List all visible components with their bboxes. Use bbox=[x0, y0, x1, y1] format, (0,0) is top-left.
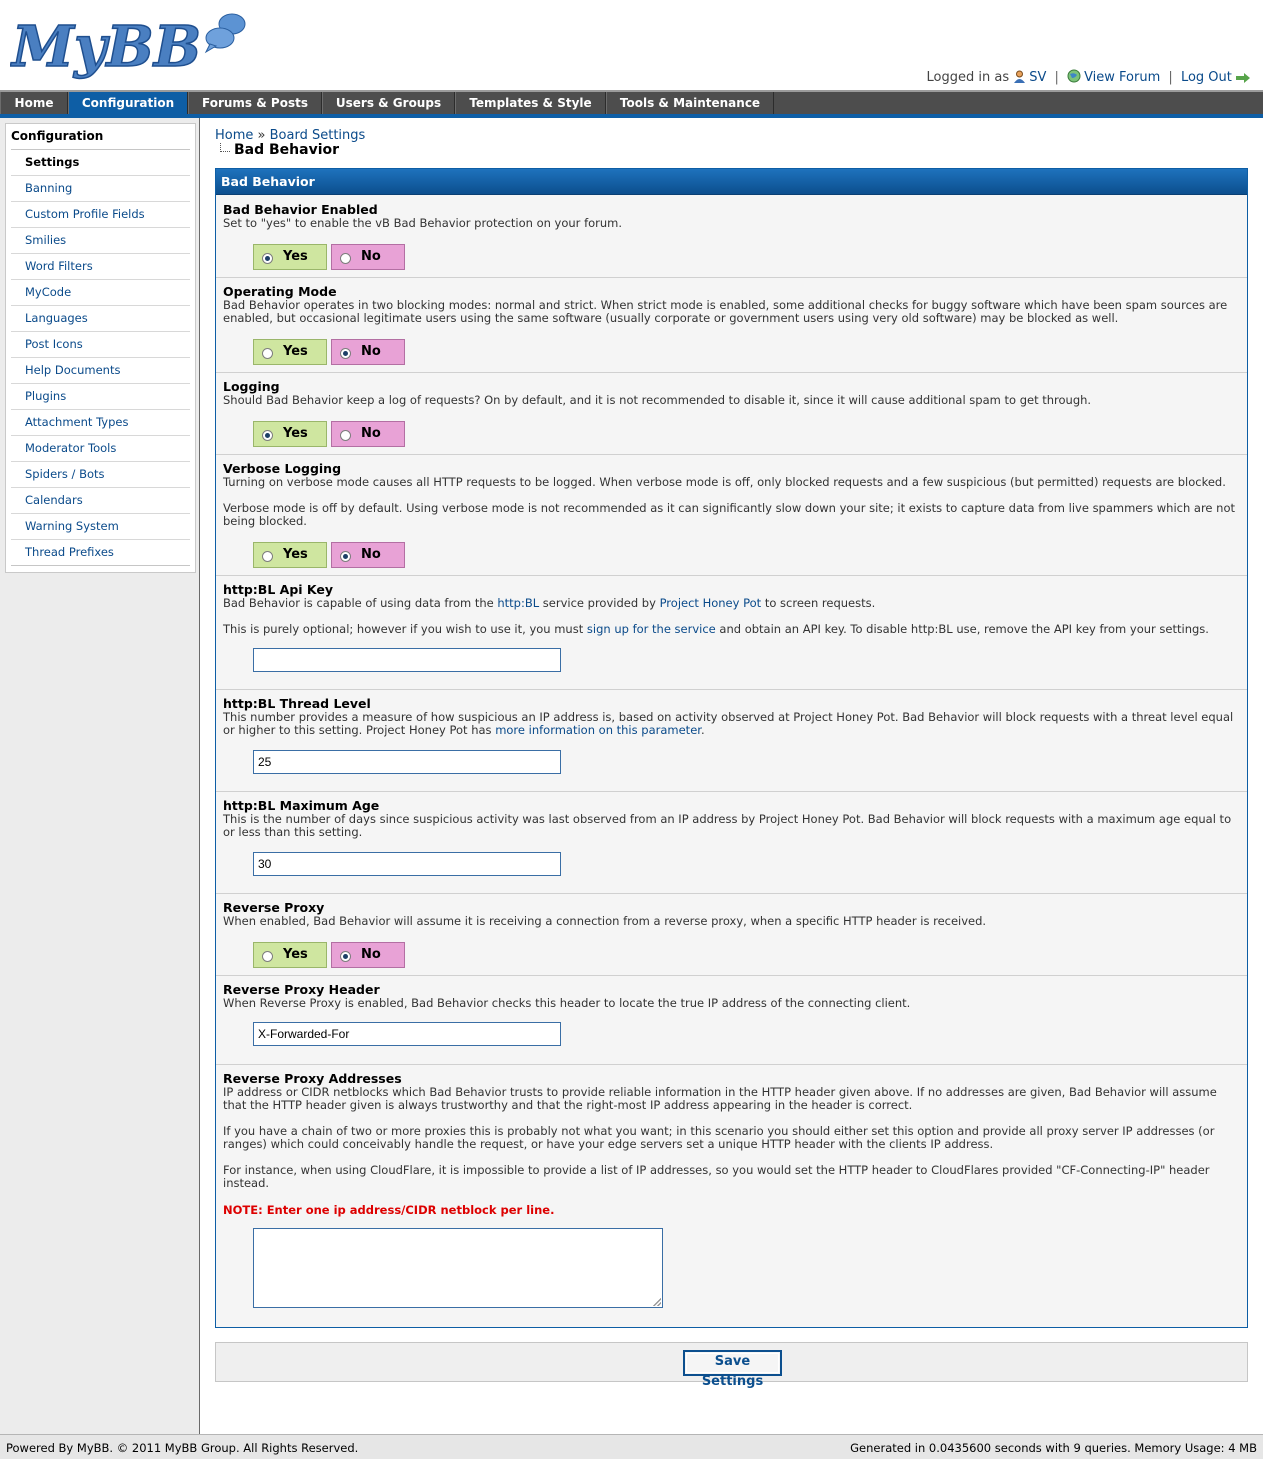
sidebar-item-post-icons[interactable]: Post Icons bbox=[11, 332, 190, 358]
radio-yes[interactable] bbox=[262, 551, 273, 562]
setting-title: http:BL Maximum Age bbox=[223, 798, 380, 813]
project-honey-pot-link[interactable]: Project Honey Pot bbox=[659, 596, 762, 610]
resize-grip-icon[interactable] bbox=[653, 1298, 661, 1306]
sidebar-item-banning[interactable]: Banning bbox=[11, 176, 190, 202]
radio-yes-selected[interactable] bbox=[262, 253, 273, 264]
setting-reverse-proxy-header bbox=[216, 976, 1247, 1065]
setting-description-2: Verbose mode is off by default. Using verbose mode is not recommended as it can significantly slow down your site; it exists to capture data from live spammers which are not being blocked. bbox=[223, 501, 1235, 528]
setting-reverse-proxy bbox=[216, 894, 1247, 976]
proxy-header-input[interactable]: X-Forwarded-For bbox=[253, 1022, 561, 1046]
setting-title: Reverse Proxy bbox=[223, 900, 325, 915]
no-option[interactable]: No bbox=[331, 542, 405, 568]
yes-option[interactable]: Yes bbox=[253, 244, 327, 270]
globe-icon bbox=[1067, 69, 1081, 87]
sidebar-item-settings[interactable]: Settings bbox=[11, 150, 190, 176]
setting-description: This number provides a measure of how suspicious an IP address is, based on activity observed at Project Honey Pot. Bad Behavior will block requests with a threat level equal or higher to this setting. Project Honey Pot has more information on this parameter. bbox=[223, 710, 1234, 737]
user-icon bbox=[1013, 70, 1026, 87]
setting-description: When enabled, Bad Behavior will assume it is receiving a connection from a reverse proxy, when a specific HTTP header is received. bbox=[223, 914, 987, 928]
yes-option[interactable]: Yes bbox=[253, 942, 327, 968]
more-information-link[interactable]: more information on this parameter bbox=[495, 723, 701, 737]
page-title bbox=[220, 142, 339, 158]
main-menu bbox=[0, 90, 1263, 118]
setting-title: http:BL Thread Level bbox=[223, 696, 371, 711]
save-settings-button[interactable]: Save Settings bbox=[683, 1350, 782, 1376]
radio-no-selected[interactable] bbox=[340, 951, 351, 962]
setting-httpbl-max-age bbox=[216, 792, 1247, 894]
max-age-input[interactable]: 30 bbox=[253, 852, 561, 876]
setting-title: Operating Mode bbox=[223, 284, 337, 299]
setting-reverse-proxy-addresses bbox=[216, 1065, 1247, 1328]
tab-templates-style[interactable]: Templates & Style bbox=[455, 92, 606, 114]
yes-option[interactable]: Yes bbox=[253, 542, 327, 568]
tab-users-groups[interactable]: Users & Groups bbox=[322, 92, 455, 114]
tree-connector-icon bbox=[220, 143, 230, 152]
setting-title: http:BL Api Key bbox=[223, 582, 333, 597]
sidebar-item-plugins[interactable]: Plugins bbox=[11, 384, 190, 410]
sidebar-item-spiders-bots[interactable]: Spiders / Bots bbox=[11, 462, 190, 488]
username-link[interactable]: SV bbox=[1029, 70, 1047, 85]
sidebar-item-custom-profile-fields[interactable]: Custom Profile Fields bbox=[11, 202, 190, 228]
tab-configuration[interactable]: Configuration bbox=[68, 92, 188, 114]
settings-panel bbox=[215, 168, 1248, 1328]
threat-level-input[interactable]: 25 bbox=[253, 750, 561, 774]
radio-yes[interactable] bbox=[262, 348, 273, 359]
mybb-logo[interactable] bbox=[10, 8, 250, 80]
setting-description: Turning on verbose mode causes all HTTP requests to be logged. When verbose mode is off, only blocked requests and a few suspicious (but permitted) requests are blocked. bbox=[223, 475, 1226, 489]
logout-link[interactable]: Log Out bbox=[1180, 70, 1232, 85]
sidebar-title: Configuration bbox=[11, 127, 190, 150]
breadcrumb-home[interactable]: Home bbox=[215, 128, 254, 143]
sidebar-item-smilies[interactable]: Smilies bbox=[11, 228, 190, 254]
radio-yes-selected[interactable] bbox=[262, 430, 273, 441]
setting-description-3: For instance, when using CloudFlare, it is impossible to provide a list of IP addresses, so you would set the HTTP header to CloudFlares provided "CF-Connecting-IP" header instead. bbox=[223, 1163, 1210, 1190]
no-option[interactable]: No bbox=[331, 339, 405, 365]
breadcrumb-separator: » bbox=[257, 128, 266, 143]
setting-description: This is the number of days since suspicious activity was last observed from an IP address by Project Honey Pot. Bad Behavior will block requests with a maximum age equal to or less than this setting. bbox=[223, 812, 1232, 839]
sidebar-item-mycode[interactable]: MyCode bbox=[11, 280, 190, 306]
footer bbox=[0, 1434, 1263, 1459]
sidebar-item-calendars[interactable]: Calendars bbox=[11, 488, 190, 514]
logout-arrow-icon bbox=[1236, 72, 1250, 87]
setting-description: When Reverse Proxy is enabled, Bad Behavior checks this header to locate the true IP address of the connecting client. bbox=[223, 996, 911, 1010]
setting-logging bbox=[216, 373, 1247, 455]
api-key-input[interactable] bbox=[253, 648, 561, 672]
no-option[interactable]: No bbox=[331, 942, 405, 968]
logo-text: MyBB bbox=[12, 14, 202, 80]
breadcrumb bbox=[215, 128, 365, 143]
tab-tools-maintenance[interactable]: Tools & Maintenance bbox=[606, 92, 774, 114]
footer-copyright: Powered By MyBB. © 2011 MyBB Group. All Rights Reserved. bbox=[6, 1441, 359, 1455]
sidebar bbox=[5, 123, 196, 573]
sidebar-item-word-filters[interactable]: Word Filters bbox=[11, 254, 190, 280]
radio-no-selected[interactable] bbox=[340, 348, 351, 359]
page-title-text: Bad Behavior bbox=[234, 142, 340, 158]
tab-forums-posts[interactable]: Forums & Posts bbox=[188, 92, 322, 114]
save-bar bbox=[215, 1342, 1248, 1389]
no-option[interactable]: No bbox=[331, 244, 405, 270]
sidebar-item-help-documents[interactable]: Help Documents bbox=[11, 358, 190, 384]
setting-title: Logging bbox=[223, 379, 280, 394]
setting-description-2: If you have a chain of two or more proxies this is probably not what you want; in this scenario you should either set this option and provide all proxy server IP addresses (or ranges) which could conceivably handle the request, or have your edge servers set a unique HTTP header with the clients IP address. bbox=[223, 1124, 1215, 1151]
proxy-addresses-textarea[interactable] bbox=[253, 1228, 663, 1308]
header bbox=[0, 0, 1263, 90]
sidebar-item-thread-prefixes[interactable]: Thread Prefixes bbox=[11, 540, 190, 566]
setting-enabled bbox=[216, 196, 1247, 278]
panel-header: Bad Behavior bbox=[216, 169, 1247, 195]
logged-in-label: Logged in as bbox=[926, 70, 1010, 85]
setting-title: Reverse Proxy Header bbox=[223, 982, 380, 997]
yes-option[interactable]: Yes bbox=[253, 421, 327, 447]
setting-description: Bad Behavior is capable of using data from the http:BL service provided by Project Honey Pot to screen requests. bbox=[223, 596, 876, 610]
setting-description: Set to "yes" to enable the vB Bad Behavior protection on your forum. bbox=[223, 216, 623, 230]
radio-no[interactable] bbox=[340, 430, 351, 441]
setting-title: Bad Behavior Enabled bbox=[223, 202, 378, 217]
setting-verbose-logging bbox=[216, 455, 1247, 576]
setting-title: Verbose Logging bbox=[223, 461, 342, 476]
radio-no[interactable] bbox=[340, 253, 351, 264]
sidebar-item-attachment-types[interactable]: Attachment Types bbox=[11, 410, 190, 436]
radio-yes[interactable] bbox=[262, 951, 273, 962]
footer-stats: Generated in 0.0435600 seconds with 9 queries. Memory Usage: 4 MB bbox=[850, 1441, 1257, 1455]
no-option[interactable]: No bbox=[331, 421, 405, 447]
setting-description: IP address or CIDR netblocks which Bad Behavior trusts to provide reliable information in the HTTP header given above. If no addresses are given, Bad Behavior will assume that the HTTP header given is always trustworthy and that the right-most IP address appearing in the header is correct. bbox=[223, 1085, 1217, 1112]
view-forum-link[interactable]: View Forum bbox=[1084, 70, 1161, 85]
yes-option[interactable]: Yes bbox=[253, 339, 327, 365]
breadcrumb-board-settings[interactable]: Board Settings bbox=[269, 128, 366, 143]
note-text: NOTE: Enter one ip address/CIDR netblock per line. bbox=[223, 1203, 555, 1217]
httpbl-link[interactable]: http:BL bbox=[497, 596, 540, 610]
sidebar-item-warning-system[interactable]: Warning System bbox=[11, 514, 190, 540]
setting-description: Bad Behavior operates in two blocking modes: normal and strict. When strict mode is enabled, some additional checks for buggy software which have been spam sources are enabled, but occasional legitimate users using the same software (usually corporate or government users using very old software) may be blocked as well. bbox=[223, 298, 1228, 325]
setting-httpbl-api-key bbox=[216, 576, 1247, 690]
tab-home[interactable]: Home bbox=[0, 92, 68, 114]
setting-operating-mode bbox=[216, 278, 1247, 373]
sign-up-link[interactable]: sign up for the service bbox=[586, 622, 716, 636]
sidebar-item-moderator-tools[interactable]: Moderator Tools bbox=[11, 436, 190, 462]
user-bar: Logged in as SV | View Forum | Log Out bbox=[927, 69, 1253, 87]
setting-description: Should Bad Behavior keep a log of requests? On by default, and it is not recommended to disable it, since it will cause additional spam to get through. bbox=[223, 393, 1092, 407]
setting-title: Reverse Proxy Addresses bbox=[223, 1071, 402, 1086]
radio-no-selected[interactable] bbox=[340, 551, 351, 562]
sidebar-item-languages[interactable]: Languages bbox=[11, 306, 190, 332]
setting-httpbl-threat-level bbox=[216, 690, 1247, 792]
setting-description-2: This is purely optional; however if you wish to use it, you must sign up for the service and obtain an API key. To disable http:BL use, remove the API key from your settings. bbox=[223, 622, 1209, 636]
